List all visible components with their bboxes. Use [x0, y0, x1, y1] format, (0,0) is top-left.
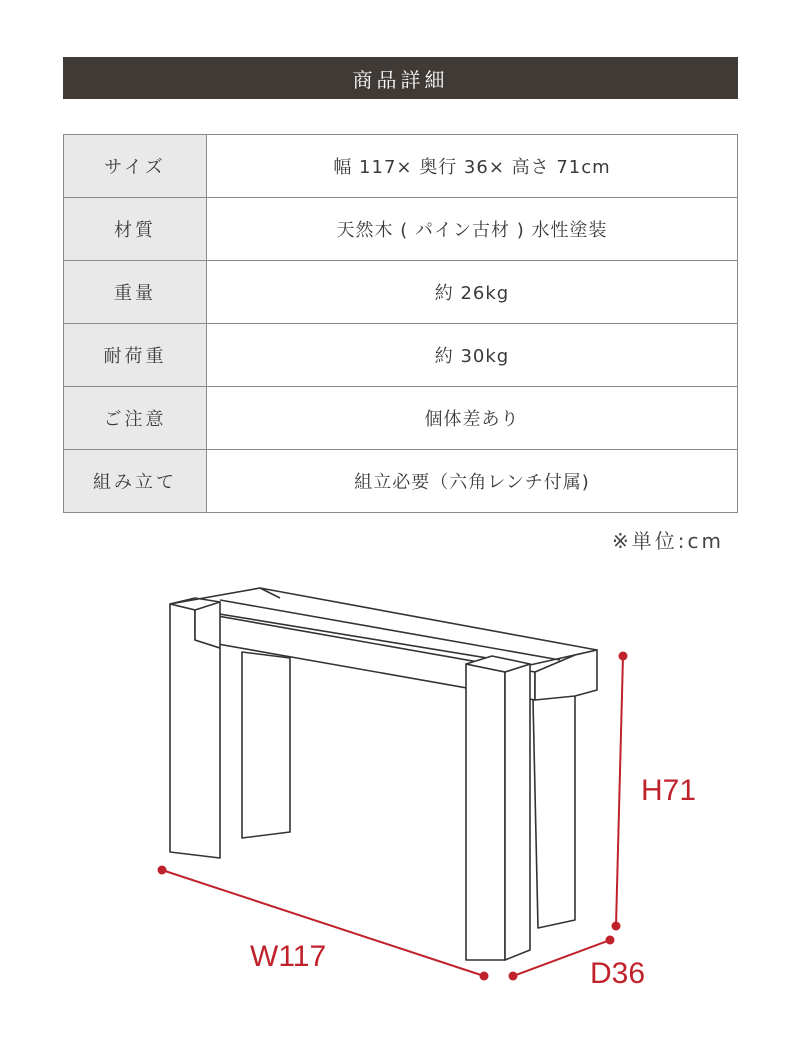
spec-table: [63, 134, 738, 513]
table-row-load-capacity: [64, 324, 738, 387]
front-left-leg-side: [195, 602, 220, 648]
width-label: W117: [250, 940, 327, 973]
spec-label-assembly: 組み立て: [64, 450, 207, 513]
table-row-assembly: [64, 450, 738, 513]
section-header: [63, 57, 738, 99]
spec-label-material: 材質: [64, 198, 207, 261]
spec-label-load-capacity: 耐荷重: [64, 324, 207, 387]
table-row-caution: [64, 387, 738, 450]
spec-value-weight: 約 26kg: [207, 261, 738, 324]
front-right-leg-side: [505, 664, 530, 960]
table-row-size: [64, 135, 738, 198]
depth-label: D36: [590, 957, 646, 990]
back-left-leg: [242, 652, 290, 838]
back-right-leg: [533, 690, 575, 928]
section-title: 商品詳細: [352, 67, 449, 92]
height-label: H71: [641, 774, 697, 807]
spec-value-caution: 個体差あり: [207, 387, 738, 450]
spec-value-assembly: 組立必要（六角レンチ付属): [207, 450, 738, 513]
front-right-leg-front: [466, 664, 505, 960]
spec-value-load-capacity: 約 30kg: [207, 324, 738, 387]
spec-label-caution: ご注意: [64, 387, 207, 450]
spec-label-weight: 重量: [64, 261, 207, 324]
spec-label-size: サイズ: [64, 135, 207, 198]
spec-value-size: 幅 117× 奥行 36× 高さ 71cm: [207, 135, 738, 198]
bench-dimension-diagram: [0, 560, 800, 1049]
bench-drawing: [170, 588, 597, 960]
table-row-weight: [64, 261, 738, 324]
unit-note: ※単位:cm: [612, 529, 724, 553]
spec-value-material: 天然木 ( パイン古材 ) 水性塗装: [207, 198, 738, 261]
table-row-material: [64, 198, 738, 261]
